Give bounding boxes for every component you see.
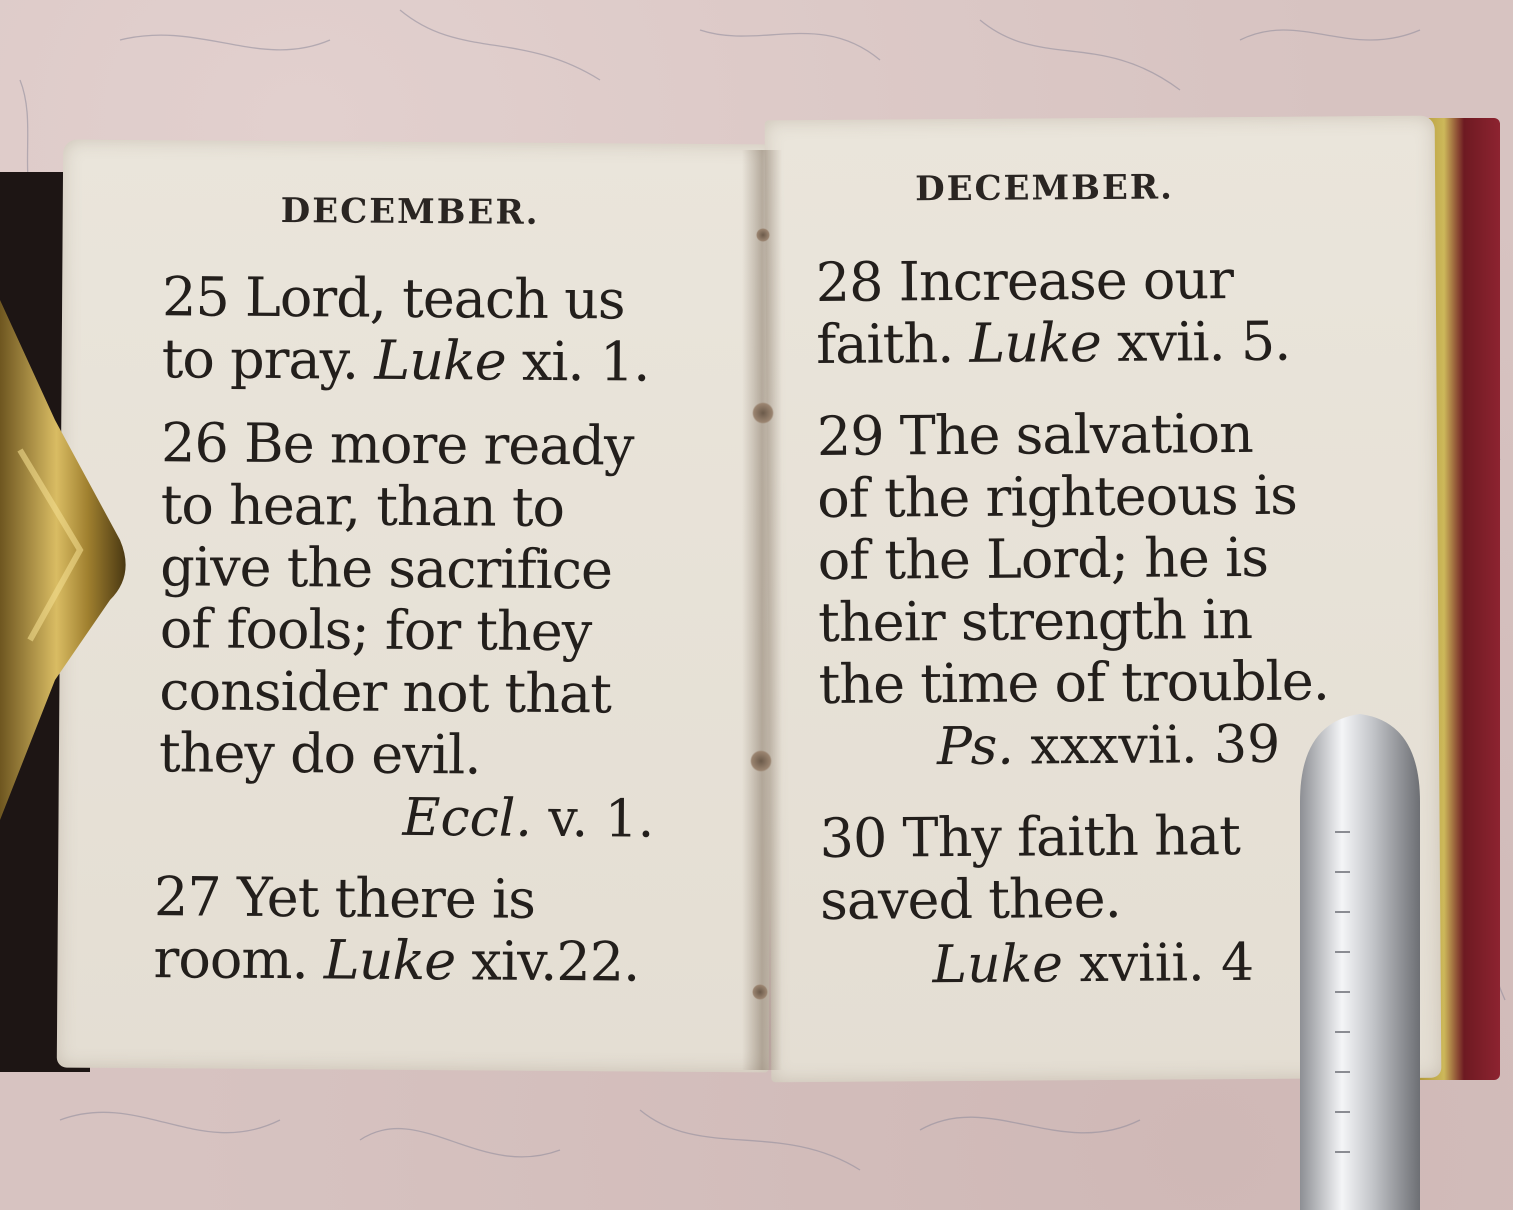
entry-29-line-5: the time of trouble.	[818, 649, 1330, 716]
entry-27-line-1: 27 Yet there is	[153, 865, 536, 931]
entry-28-line-1: 28 Increase our	[815, 248, 1234, 314]
entry-number: 30	[819, 806, 887, 870]
entry-26-line-4: of fools; for they	[159, 597, 592, 664]
entry-30-reference: Luke xviii. 4	[932, 932, 1255, 996]
entry-number: 29	[816, 404, 884, 468]
entry-28-line-2: faith. Luke xvii. 5.	[815, 309, 1291, 376]
brass-clip	[0, 300, 130, 820]
right-page-heading: DECEMBER.	[914, 167, 1175, 210]
entry-29-line-3: of the Lord; he is	[817, 525, 1269, 592]
binding-stitch-hole	[752, 984, 768, 1000]
entry-26-line-2: to hear, than to	[160, 473, 565, 540]
binding-stitch-hole	[756, 228, 770, 242]
entry-number: 26	[160, 411, 229, 475]
entry-27-ref-book: Luke	[323, 928, 456, 993]
entry-25-line-1: 25 Lord, teach us	[161, 265, 625, 332]
entry-26-line-5: consider not that	[159, 659, 612, 726]
silver-tweezer	[1290, 712, 1430, 1210]
entry-29-reference: Ps. xxxvii. 39	[936, 714, 1281, 778]
entry-26-line-3: give the sacrifice	[160, 535, 613, 602]
entry-29-line-1: 29 The salvation	[816, 401, 1254, 468]
entry-number: 28	[815, 250, 883, 314]
entry-26-reference: Eccl. v. 1.	[402, 787, 655, 850]
left-page-heading: DECEMBER.	[280, 191, 540, 233]
entry-25-ref-loc: xi. 1.	[521, 329, 650, 394]
entry-30-line-2: saved thee.	[819, 866, 1121, 932]
entry-25-ref-book: Luke	[374, 328, 506, 393]
entry-29-line-2: of the righteous is	[817, 463, 1297, 530]
binding-stitch-hole	[750, 750, 772, 772]
left-page	[57, 140, 775, 1073]
entry-30-line-1: 30 Thy faith hat	[819, 804, 1241, 870]
binding-stitch-hole	[752, 402, 774, 424]
entry-28-ref-book: Luke	[969, 311, 1102, 375]
entry-27-ref-loc: xiv.22.	[471, 929, 640, 994]
entry-25-line-2: to pray. Luke xi. 1.	[161, 327, 650, 394]
entry-26-line-6: they do evil.	[158, 721, 481, 787]
entry-number: 27	[153, 865, 221, 929]
book-gutter	[742, 150, 782, 1070]
entry-28-ref-loc: xvii. 5.	[1116, 309, 1291, 374]
entry-26-line-1: 26 Be more ready	[160, 411, 634, 478]
entry-number: 25	[161, 265, 230, 329]
entry-27-line-2: room. Luke xiv.22.	[153, 927, 640, 994]
entry-29-line-4: their strength in	[817, 587, 1253, 654]
